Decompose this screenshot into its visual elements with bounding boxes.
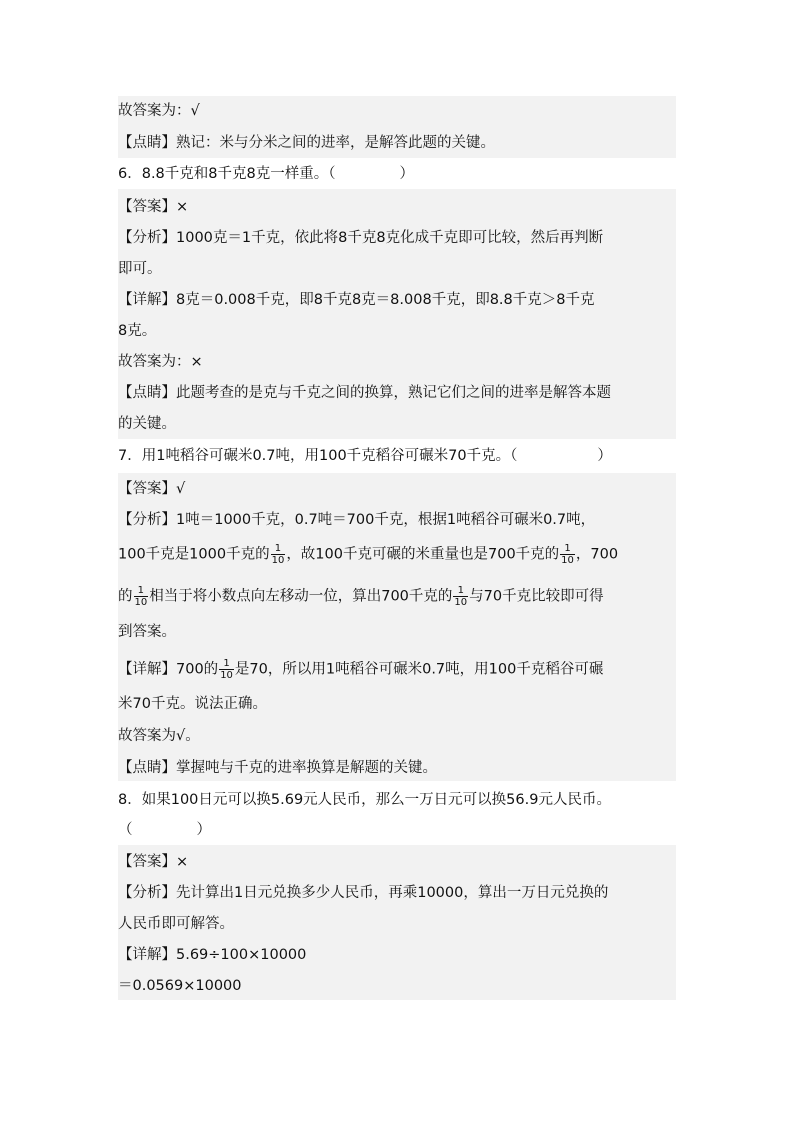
q8-detail-line-1: 【详解】5.69÷100×10000 (118, 947, 307, 963)
q7-analysis-text-3a: 的 (118, 588, 133, 605)
fraction-numerator: 1 (219, 658, 234, 670)
q7-analysis-text-2a: 100千克是1000千克的 (118, 546, 270, 563)
q7-analysis-text-3b: 相当于将小数点向左移动一位，算出700千克的 (149, 588, 453, 605)
fraction-numerator: 1 (453, 585, 468, 597)
q7-analysis-line-4: 到答案。 (118, 624, 176, 640)
q7-comment: 【点睛】掌握吨与千克的进率换算是解题的关键。 (118, 760, 437, 776)
q6-question (118, 164, 414, 184)
fraction-one-tenth (134, 585, 149, 608)
q6-question-text: 6．8.8千克和8千克8克一样重。（ (118, 166, 336, 182)
q7-answer: 【答案】√ (118, 481, 186, 497)
fraction-numerator: 1 (560, 543, 575, 555)
q5-comment: 【点睛】熟记：米与分米之间的进率，是解答此题的关键。 (118, 135, 495, 151)
q8-answer: 【答案】× (118, 854, 189, 870)
q6-comment-line-1: 【点睛】此题考查的是克与千克之间的换算，熟记它们之间的进率是解答本题 (118, 385, 611, 401)
q7-detail-text-1a: 【详解】700的 (118, 661, 219, 678)
q6-detail-line-1: 【详解】8克＝0.008千克，即8千克8克＝8.008千克，即8.8千克＞8千克 (118, 292, 595, 308)
q7-question-close: ） (597, 448, 612, 464)
q8-analysis-line-1: 【分析】先计算出1日元兑换多少人民币，再乘10000，算出一万日元兑换的 (118, 885, 609, 901)
q7-analysis-text-2c: ，700 (575, 546, 619, 563)
q7-analysis-line-1: 【分析】1吨＝1000千克，0.7吨＝700千克，根据1吨稻谷可碾米0.7吨， (118, 512, 596, 528)
q5-conclusion: 故答案为：√ (118, 103, 200, 119)
q6-answer: 【答案】× (118, 199, 189, 215)
q7-detail-text-1b: 是70，所以用1吨稻谷可碾米0.7吨，用100千克稻谷可碾 (234, 661, 604, 678)
q8-detail-line-2: ＝0.0569×10000 (118, 978, 242, 994)
q8-analysis-line-2: 人民币即可解答。 (118, 916, 234, 932)
q6-detail-line-2: 8克。 (118, 323, 157, 339)
q7-detail-line-1 (118, 658, 603, 681)
fraction-one-tenth (560, 543, 575, 566)
q8-question-line-1: 8．如果100日元可以换5.69元人民币，那么一万日元可以换56.9元人民币。 (118, 792, 611, 808)
fraction-one-tenth (271, 543, 286, 566)
q7-question (118, 446, 612, 466)
fraction-denominator: 10 (271, 555, 285, 566)
q7-analysis-text-2b: ，故100千克可碾的米重量也是700千克的 (286, 546, 560, 563)
fraction-numerator: 1 (134, 585, 149, 597)
fraction-one-tenth (453, 585, 468, 608)
q6-analysis-line-2: 即可。 (118, 261, 162, 277)
fraction-denominator: 10 (220, 670, 233, 681)
q6-analysis-line-1: 【分析】1000克＝1千克，依此将8千克8克化成千克即可比较，然后再判断 (118, 230, 604, 246)
q7-conclusion: 故答案为√。 (118, 728, 200, 744)
q6-question-close: ） (399, 166, 414, 182)
q7-question-text: 7．用1吨稻谷可碾米0.7吨，用100千克稻谷可碾米70千克。（ (118, 448, 518, 464)
fraction-one-tenth (219, 658, 234, 681)
q6-conclusion: 故答案为：× (118, 354, 203, 370)
q8-question-open: （ (118, 822, 133, 838)
q7-analysis-line-3 (118, 585, 604, 608)
q6-comment-line-2: 的关键。 (118, 416, 176, 432)
q8-question-line-2 (118, 820, 211, 840)
q7-analysis-line-2 (118, 543, 618, 566)
fraction-denominator: 10 (454, 597, 468, 608)
q8-question-close: ） (196, 822, 211, 838)
fraction-denominator: 10 (134, 597, 148, 608)
fraction-denominator: 10 (561, 555, 574, 566)
q7-detail-line-2: 米70千克。说法正确。 (118, 696, 267, 712)
fraction-numerator: 1 (271, 543, 286, 555)
q7-analysis-text-3c: 与70千克比较即可得 (469, 588, 604, 605)
